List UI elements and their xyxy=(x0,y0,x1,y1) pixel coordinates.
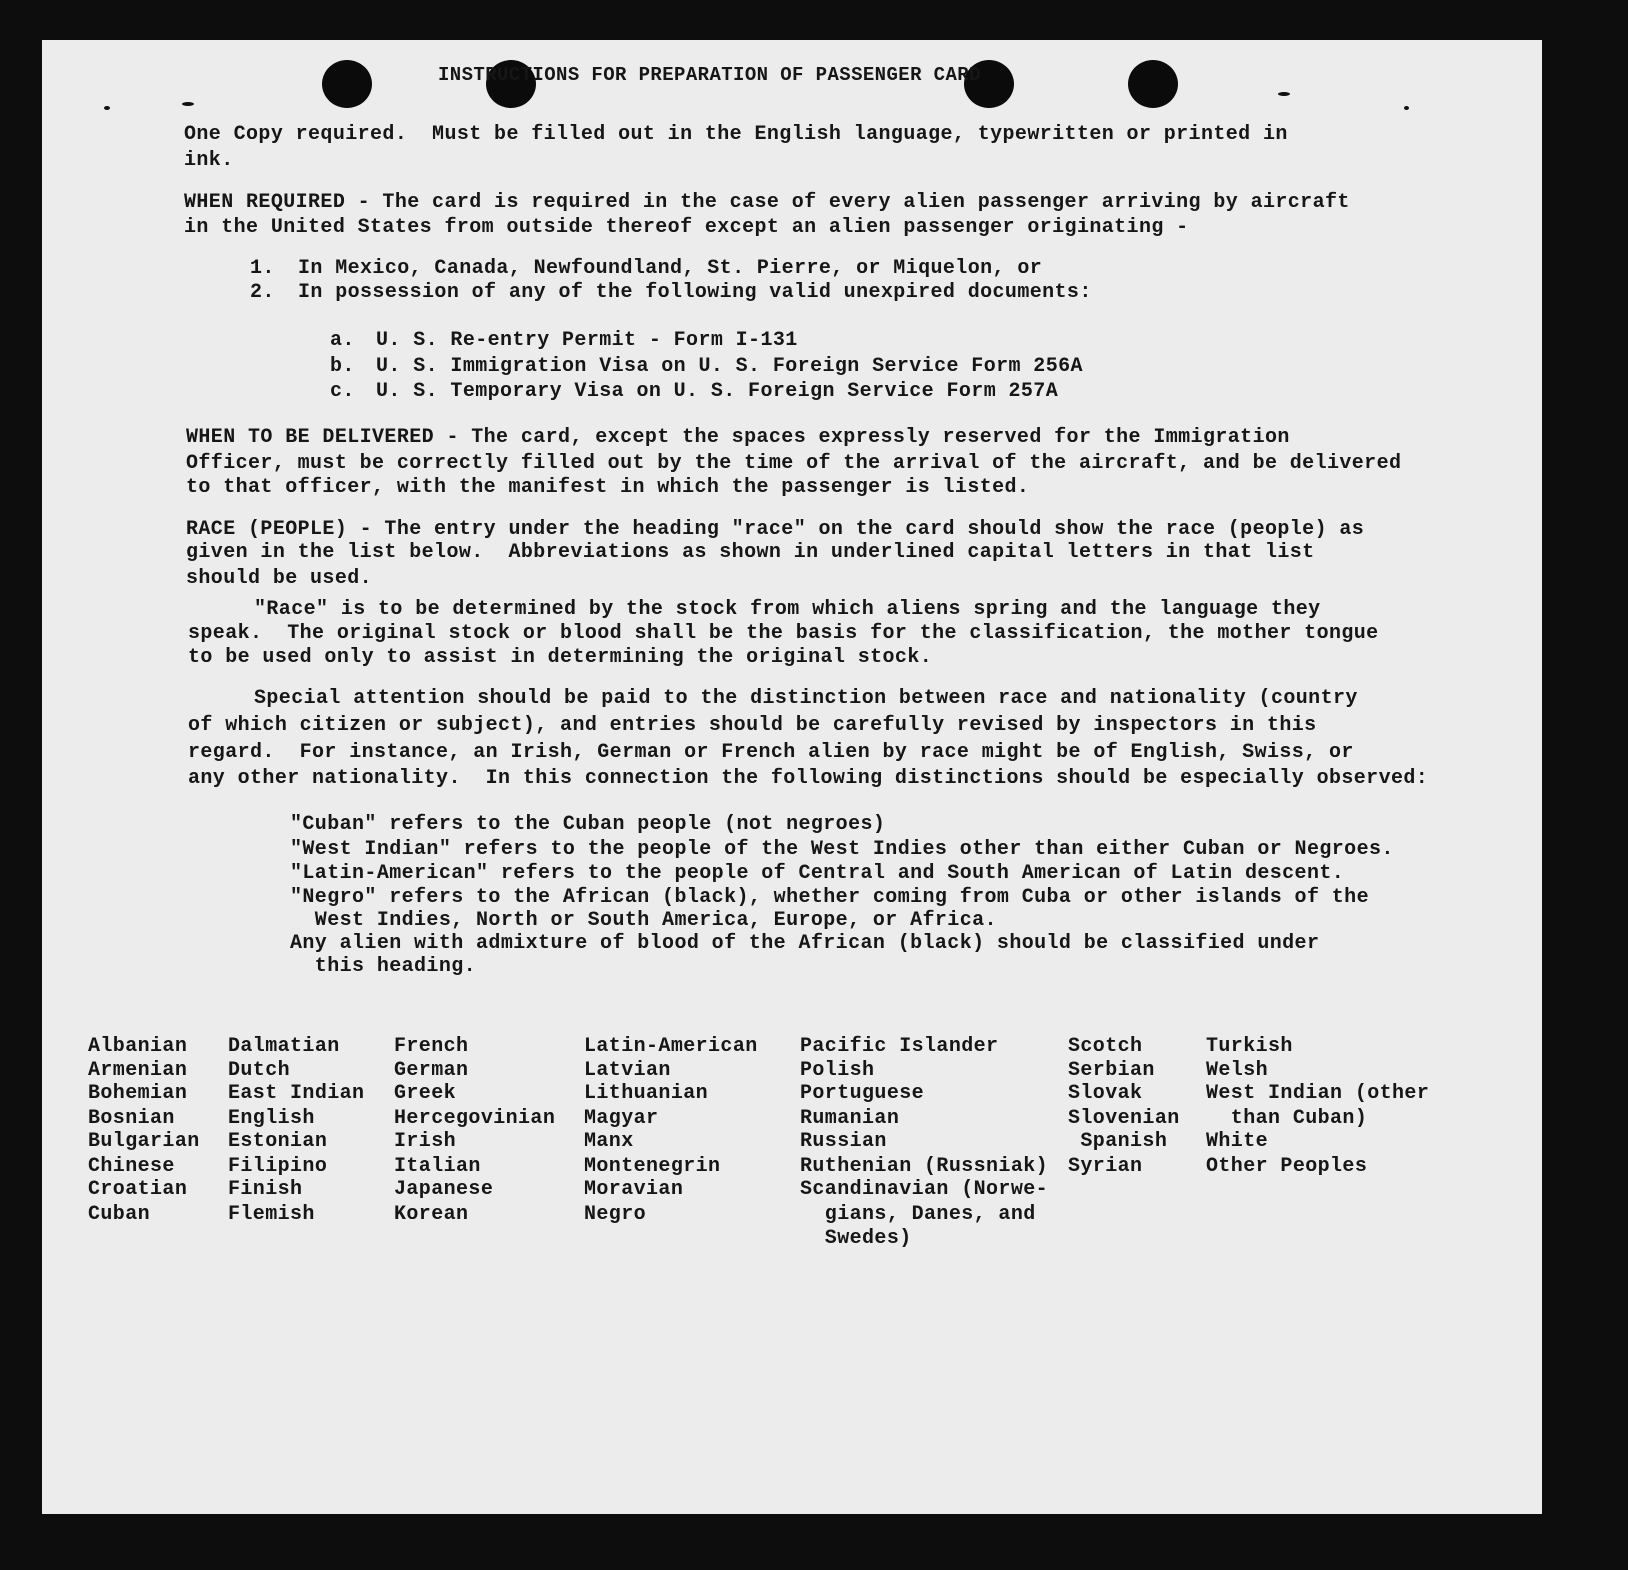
race-item: Albanian xyxy=(88,1035,188,1058)
distinction-line: "Cuban" refers to the Cuban people (not negroes) xyxy=(290,813,886,836)
race-item: French xyxy=(394,1035,469,1058)
paragraph-copy-line-1: One Copy required. Must be filled out in the English language, typewritten or printed in xyxy=(184,123,1288,146)
race-item: than Cuban) xyxy=(1206,1107,1368,1130)
distinction-line: West Indies, North or South America, Europe, or Africa. xyxy=(290,909,997,932)
race-item: Filipino xyxy=(228,1155,328,1178)
race-item: Croatian xyxy=(88,1178,188,1201)
race-item: Scandinavian (Norwe- xyxy=(800,1178,1049,1201)
race-item: Swedes) xyxy=(800,1227,912,1250)
distinction-line: "Latin-American" refers to the people of Central and South American of Latin descent. xyxy=(290,862,1345,885)
race-determined-line-2: speak. The original stock or blood shall be the basis for the classification, the mother tongue xyxy=(188,622,1379,645)
distinction-line: Any alien with admixture of blood of the African (black) should be classified under xyxy=(290,932,1320,955)
race-item: Russian xyxy=(800,1130,887,1153)
race-item: Dalmatian xyxy=(228,1035,340,1058)
race-item: Manx xyxy=(584,1130,634,1153)
race-item: English xyxy=(228,1107,315,1130)
race-item: Bosnian xyxy=(88,1107,175,1130)
special-attention-line-3: regard. For instance, an Irish, German or French alien by race might be of English, Swiss, or xyxy=(188,741,1354,764)
race-item: Chinese xyxy=(88,1155,175,1178)
numbered-item-number: 2. xyxy=(250,281,275,304)
lettered-item-text: U. S. Re-entry Permit - Form I-131 xyxy=(376,329,798,352)
lettered-item-text: U. S. Temporary Visa on U. S. Foreign Service Form 257A xyxy=(376,380,1059,403)
numbered-item-number: 1. xyxy=(250,257,275,280)
race-item: White xyxy=(1206,1130,1269,1153)
race-item: Magyar xyxy=(584,1107,659,1130)
binder-hole-1 xyxy=(322,60,372,108)
distinction-line: "West Indian" refers to the people of the West Indies other than either Cuban or Negroes. xyxy=(290,838,1394,861)
race-item: Portuguese xyxy=(800,1082,925,1105)
race-item: Bulgarian xyxy=(88,1130,200,1153)
race-item: Flemish xyxy=(228,1203,315,1226)
lettered-item-letter: a. xyxy=(330,329,355,352)
numbered-item-text: In Mexico, Canada, Newfoundland, St. Pierre, or Miquelon, or xyxy=(298,257,1043,280)
race-item: Latvian xyxy=(584,1059,671,1082)
when-delivered-line-1: WHEN TO BE DELIVERED - The card, except the spaces expressly reserved for the Immigration xyxy=(186,426,1290,449)
race-people-line-1: RACE (PEOPLE) - The entry under the heading "race" on the card should show the race (people) as xyxy=(186,518,1365,541)
race-item: Welsh xyxy=(1206,1059,1269,1082)
race-item: Other Peoples xyxy=(1206,1155,1368,1178)
race-item: Ruthenian (Russniak) xyxy=(800,1155,1049,1178)
speck xyxy=(182,102,194,106)
race-item: Irish xyxy=(394,1130,457,1153)
race-item: East Indian xyxy=(228,1082,365,1105)
race-determined-line-1: "Race" is to be determined by the stock from which aliens spring and the language they xyxy=(254,598,1321,621)
race-people-line-2: given in the list below. Abbreviations as shown in underlined capital letters in that list xyxy=(186,541,1315,564)
numbered-item-text: In possession of any of the following valid unexpired documents: xyxy=(298,281,1092,304)
race-item: Dutch xyxy=(228,1059,291,1082)
lettered-item-letter: c. xyxy=(330,380,355,403)
race-item: Armenian xyxy=(88,1059,188,1082)
when-required-line-1: WHEN REQUIRED - The card is required in the case of every alien passenger arriving by aircraft xyxy=(184,191,1350,214)
race-item: West Indian (other xyxy=(1206,1082,1430,1105)
race-item: German xyxy=(394,1059,469,1082)
race-item: Negro xyxy=(584,1203,647,1226)
race-item: Estonian xyxy=(228,1130,328,1153)
race-item: Italian xyxy=(394,1155,481,1178)
race-item: Hercegovinian xyxy=(394,1107,556,1130)
race-item: Lithuanian xyxy=(584,1082,709,1105)
race-item: Greek xyxy=(394,1082,457,1105)
race-item: Scotch xyxy=(1068,1035,1143,1058)
race-item: Moravian xyxy=(584,1178,684,1201)
race-item: Spanish xyxy=(1068,1130,1168,1153)
race-item: Montenegrin xyxy=(584,1155,721,1178)
race-item: Polish xyxy=(800,1059,875,1082)
race-item: Korean xyxy=(394,1203,469,1226)
lettered-item-letter: b. xyxy=(330,355,355,378)
race-item: Cuban xyxy=(88,1203,151,1226)
distinction-line: "Negro" refers to the African (black), whether coming from Cuba or other islands of the xyxy=(290,886,1369,909)
binder-hole-4 xyxy=(1128,60,1178,108)
when-delivered-line-2: Officer, must be correctly filled out by the time of the arrival of the aircraft, and be delivered xyxy=(186,452,1402,475)
paragraph-copy-line-2: ink. xyxy=(184,149,234,172)
distinction-line: this heading. xyxy=(290,955,477,978)
race-item: Serbian xyxy=(1068,1059,1155,1082)
race-item: Finish xyxy=(228,1178,303,1201)
lettered-item-text: U. S. Immigration Visa on U. S. Foreign Service Form 256A xyxy=(376,355,1083,378)
race-item: Pacific Islander xyxy=(800,1035,999,1058)
race-item: Bohemian xyxy=(88,1082,188,1105)
race-item: Slovak xyxy=(1068,1082,1143,1105)
race-item: Syrian xyxy=(1068,1155,1143,1178)
race-item: Latin-American xyxy=(584,1035,758,1058)
document-page xyxy=(42,40,1542,1514)
race-people-line-3: should be used. xyxy=(186,567,373,590)
race-determined-line-3: to be used only to assist in determining the original stock. xyxy=(188,646,933,669)
when-delivered-line-3: to that officer, with the manifest in which the passenger is listed. xyxy=(186,476,1030,499)
document-title: INSTRUCTIONS FOR PREPARATION OF PASSENGER CARD xyxy=(438,64,981,86)
race-item: Slovenian xyxy=(1068,1107,1180,1130)
race-item: Rumanian xyxy=(800,1107,900,1130)
special-attention-line-4: any other nationality. In this connection the following distinctions should be especially observed: xyxy=(188,767,1429,790)
special-attention-line-2: of which citizen or subject), and entries should be carefully revised by inspectors in this xyxy=(188,714,1317,737)
speck xyxy=(1278,92,1290,96)
speck xyxy=(104,106,110,110)
special-attention-line-1: Special attention should be paid to the distinction between race and nationality (country xyxy=(254,687,1358,710)
when-required-line-2: in the United States from outside thereof except an alien passenger originating - xyxy=(184,216,1189,239)
race-item: gians, Danes, and xyxy=(800,1203,1036,1226)
race-item: Japanese xyxy=(394,1178,494,1201)
race-item: Turkish xyxy=(1206,1035,1293,1058)
speck xyxy=(1404,106,1409,110)
